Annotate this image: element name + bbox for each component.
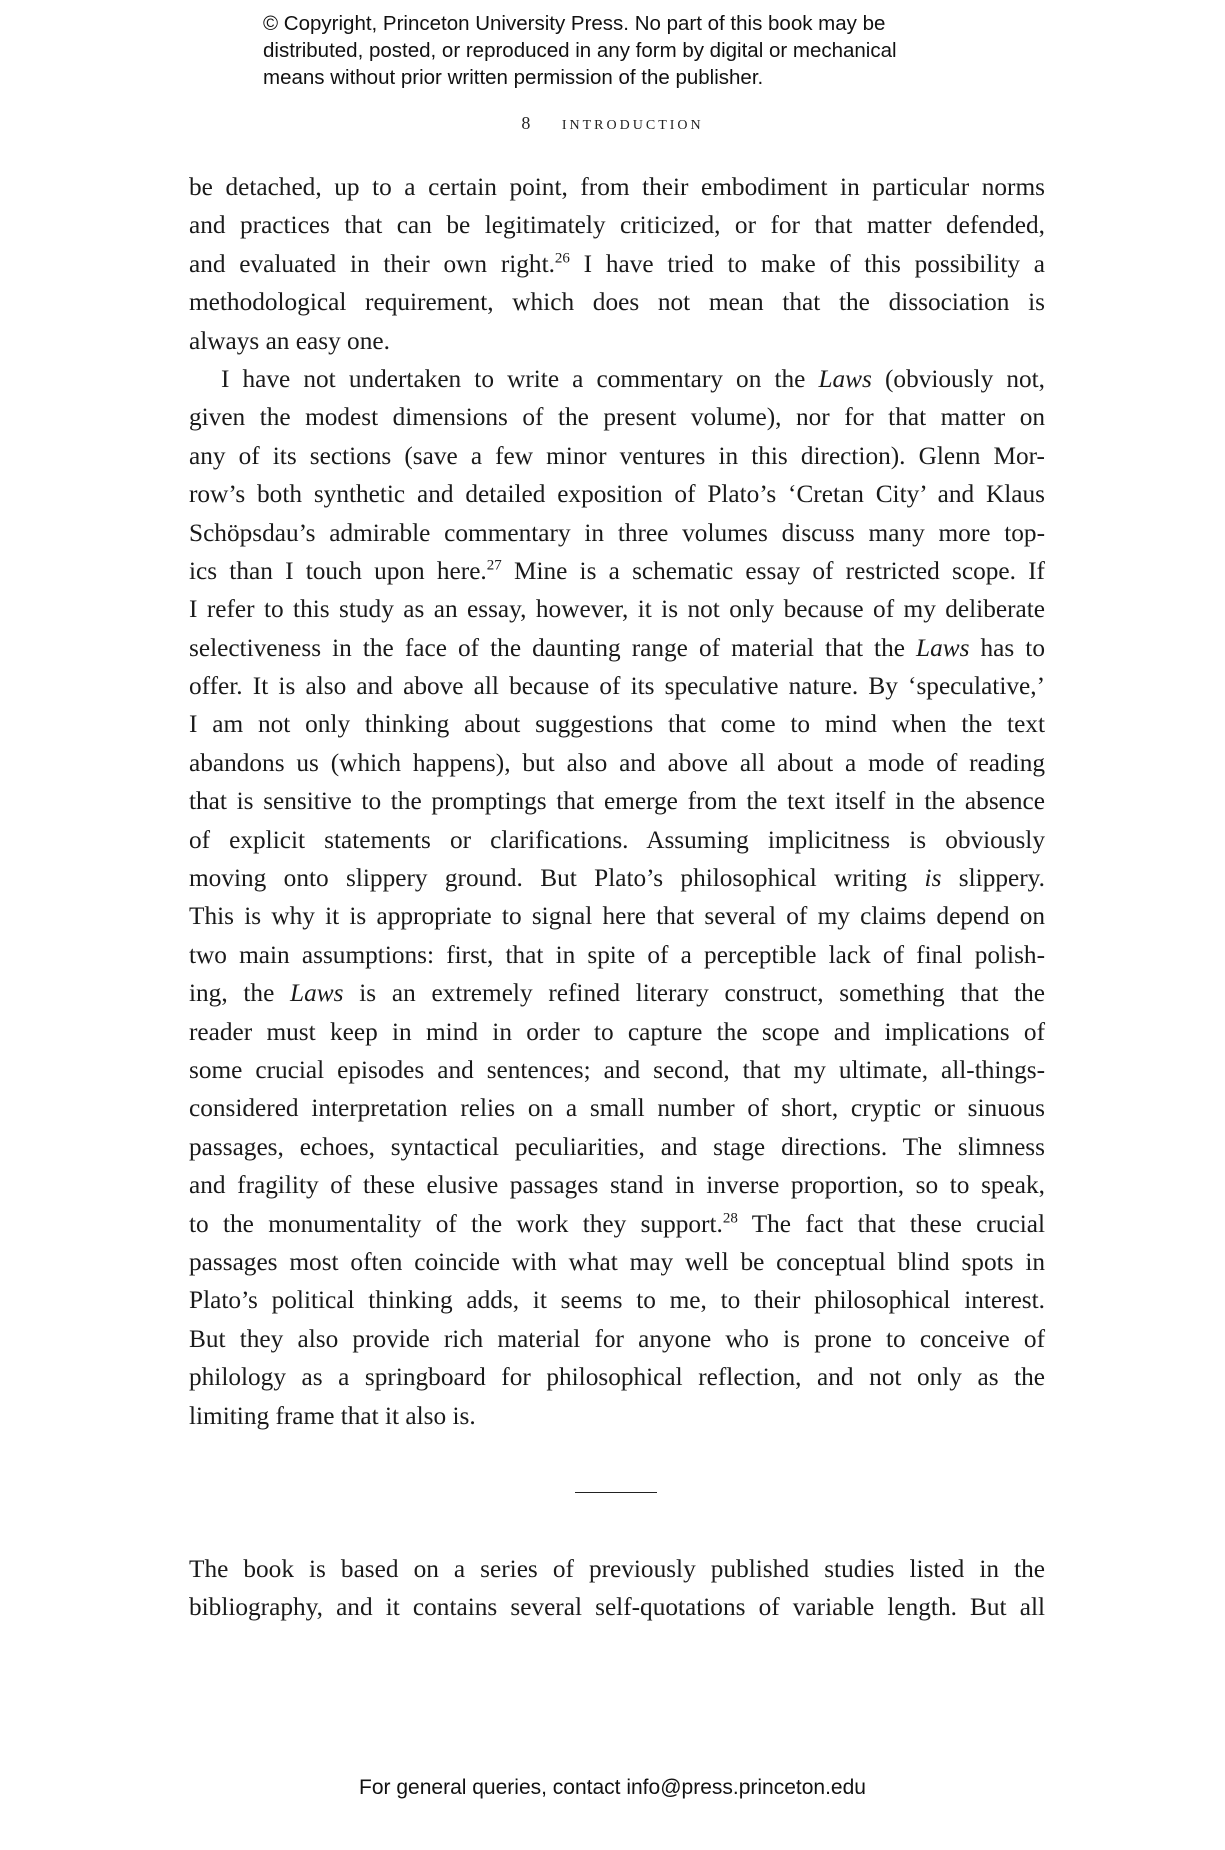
running-head <box>0 112 1225 135</box>
text-line: bibliography, and it contains several self-quotations of variable length. But all <box>189 1593 1045 1622</box>
text-line <box>189 974 1045 1012</box>
text-run: (obviously not, <box>871 364 1045 393</box>
section-divider <box>575 1492 657 1493</box>
footer-contact: For general queries, contact info@press.princeton.edu <box>359 1776 866 1799</box>
text-run: is an extremely refined literary construct, something that the <box>343 979 1046 1008</box>
chapter-title: introduction <box>561 112 704 134</box>
text-line: abandons us (which happens), but also and above all about a mode of reading <box>189 748 1045 777</box>
text-line: Schöpsdau’s admirable commentary in three volumes discuss many more top- <box>189 518 1045 547</box>
main-text-continued <box>189 1550 1045 1627</box>
footnote-ref-27: 27 <box>486 557 502 574</box>
italic-title: Laws <box>818 364 872 393</box>
text-line <box>189 360 1045 398</box>
text-line: philology as a springboard for philosophical reflection, and not only as the <box>189 1363 1045 1392</box>
text-line: passages most often coincide with what may well be conceptual blind spots in <box>189 1247 1045 1276</box>
text-line: any of its sections (save a few minor ventures in this direction). Glenn Mor- <box>189 441 1045 470</box>
text-line: some crucial episodes and sentences; and second, that my ultimate, all-things- <box>189 1055 1045 1084</box>
text-line: offer. It is also and above all because of its speculative nature. By ‘speculative,’ <box>189 672 1045 701</box>
text-line: The book is based on a series of previously published studies listed in the <box>189 1555 1045 1583</box>
text-run: moving onto slippery ground. But Plato’s philosophical writing <box>189 864 925 893</box>
text-line: Plato’s political thinking adds, it seems to me, to their philosophical interest. <box>189 1286 1045 1315</box>
text-line: But they also provide rich material for anyone who is prone to conceive of <box>189 1324 1045 1353</box>
text-line: always an easy one. <box>189 326 390 355</box>
text-line: I refer to this study as an essay, however, it is not only because of my deliberate <box>189 595 1045 624</box>
italic-title: Laws <box>290 979 344 1008</box>
text-line: be detached, up to a certain point, from their embodiment in particular norms <box>189 173 1045 201</box>
text-line: that is sensitive to the promptings that emerge from the text itself in the absence <box>189 787 1045 816</box>
text-line: limiting frame that it also is. <box>189 1401 476 1430</box>
main-text <box>189 168 1045 1435</box>
italic-word: is <box>924 864 942 893</box>
text-run: I have tried to make of this possibility a <box>569 249 1045 278</box>
text-line: considered interpretation relies on a small number of short, cryptic or sinuous <box>189 1094 1045 1123</box>
text-line: passages, echoes, syntactical peculiarities, and stage directions. The slimness <box>189 1132 1045 1161</box>
text-line <box>189 629 1045 667</box>
text-line: This is why it is appropriate to signal here that several of my claims depend on <box>189 902 1045 931</box>
page-number: 8 <box>521 113 531 133</box>
text-line <box>189 859 1045 897</box>
text-run: Mine is a schematic essay of restricted scope. If <box>501 556 1045 585</box>
copyright-line: distributed, posted, or reproduced in any form by digital or mechanical <box>263 39 897 62</box>
text-line <box>189 1205 1045 1243</box>
text-line: I am not only thinking about suggestions that come to mind when the text <box>189 710 1045 739</box>
text-run: has to <box>969 633 1045 662</box>
text-line <box>189 552 1045 590</box>
text-line: of explicit statements or clarifications. Assuming implicitness is obviously <box>189 825 1045 854</box>
text-run: The fact that these crucial <box>737 1209 1045 1238</box>
italic-title: Laws <box>916 633 970 662</box>
copyright-line: means without prior written permission of the publisher. <box>263 66 764 89</box>
text-run: I have not undertaken to write a commentary on the <box>221 364 819 393</box>
text-run: slippery. <box>941 864 1045 893</box>
text-line: two main assumptions: first, that in spite of a perceptible lack of final polish- <box>189 940 1045 969</box>
text-line: and practices that can be legitimately criticized, or for that matter defended, <box>189 211 1045 240</box>
copyright-line: © Copyright, Princeton University Press. No part of this book may be <box>263 12 886 35</box>
text-line <box>189 245 1045 283</box>
text-line: row’s both synthetic and detailed exposition of Plato’s ‘Cretan City’ and Klaus <box>189 480 1045 509</box>
footnote-ref-26: 26 <box>554 250 570 267</box>
text-run: selectiveness in the face of the daunting range of material that the <box>189 633 917 662</box>
text-line: reader must keep in mind in order to capture the scope and implications of <box>189 1017 1045 1046</box>
text-run: to the monumentality of the work they support. <box>189 1209 723 1238</box>
text-line: and fragility of these elusive passages stand in inverse proportion, so to speak, <box>189 1171 1045 1200</box>
text-run: ics than I touch upon here. <box>189 556 487 585</box>
text-line: methodological requirement, which does not mean that the dissociation is <box>189 288 1045 317</box>
text-run: ing, the <box>189 979 291 1008</box>
copyright-notice <box>263 10 1023 91</box>
footnote-ref-28: 28 <box>722 1210 738 1227</box>
text-run: and evaluated in their own right. <box>189 249 555 278</box>
text-line: given the modest dimensions of the present volume), nor for that matter on <box>189 403 1045 432</box>
